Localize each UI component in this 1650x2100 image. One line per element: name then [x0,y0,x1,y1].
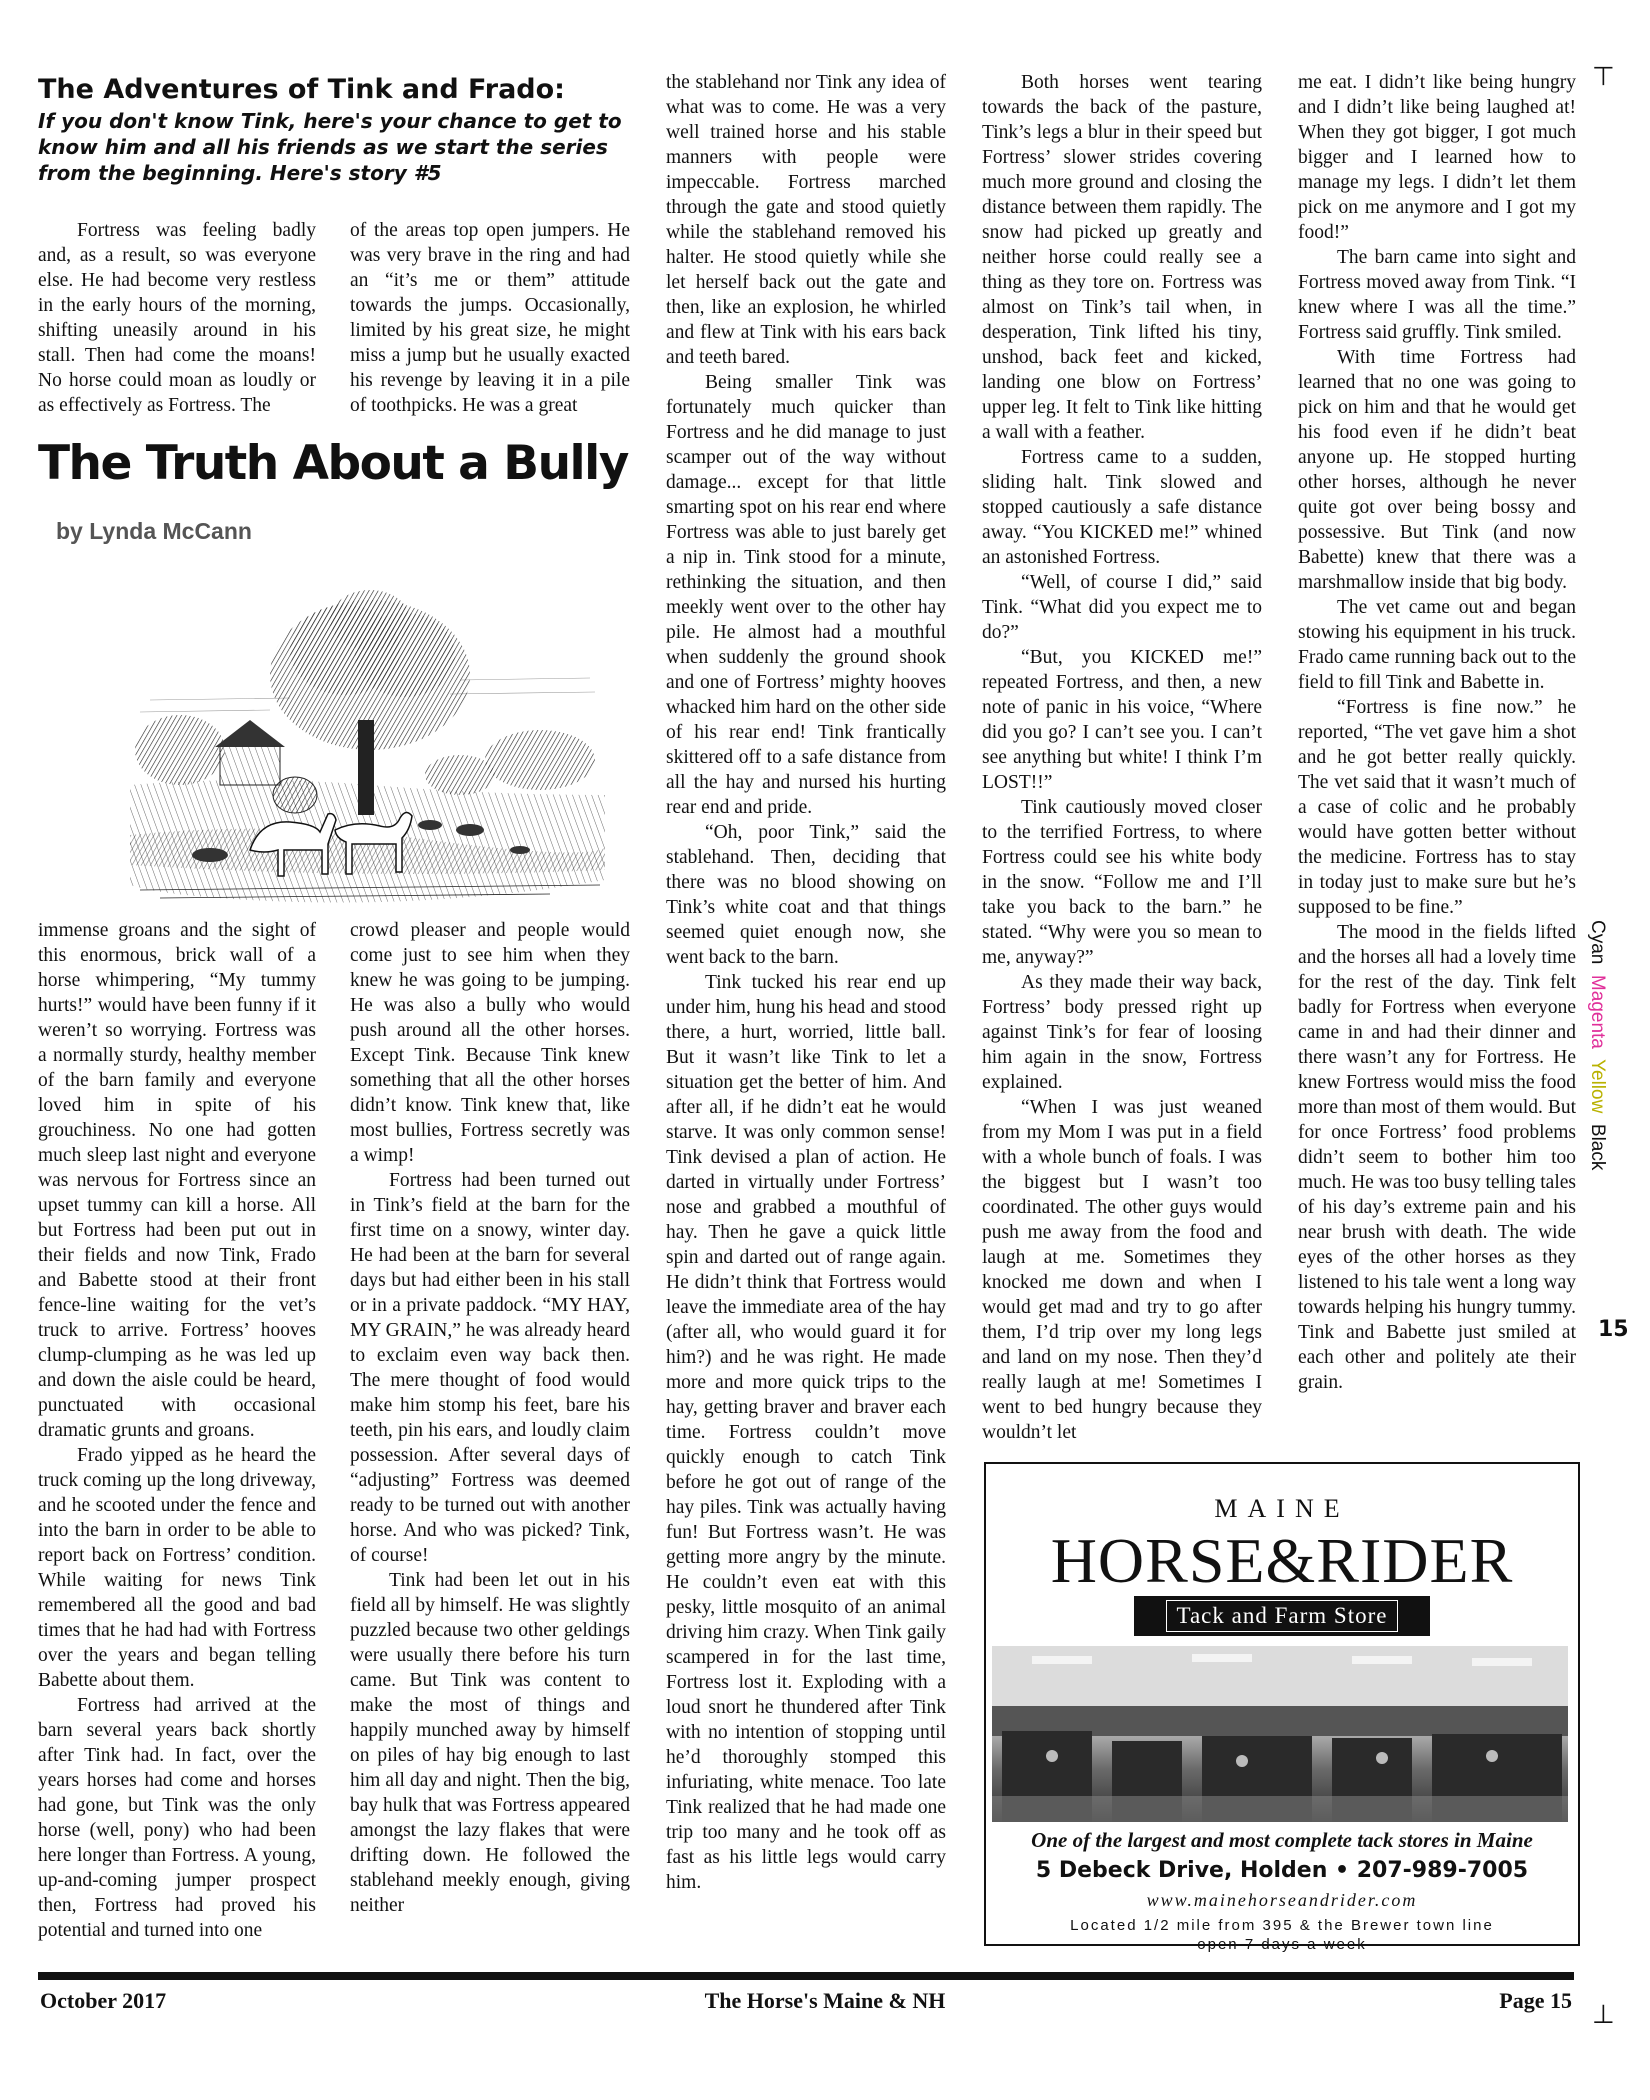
paragraph: Both horses went tearing towards the back of the pasture, Tink’s legs a blur in their speed but Fortress’ slower strides covering much more ground and closing the distance between them rapidly. The snow had picked up greatly and neither horse could really see a thing as they tore on. Fortress was almost on Tink’s tail when, in desperation, Tink lifted his tiny, unshod, back feet and kicked, landing one blow on Fortress’ upper leg. It felt to Tink like hitting a wall with a feather. [982,72,1262,443]
paragraph: The barn came into sight and Fortress moved away from Tink. “I knew where I was all the time.” Fortress said gruffly. Tink smiled. [1298,247,1576,343]
color-yellow: Yellow [1587,1059,1608,1114]
footer-publication: The Horse's Maine & NH [704,1988,946,2013]
crop-mark-top: ⊤ [1592,62,1615,92]
paragraph: “Fortress is fine now.” he reported, “The vet gave him a shot and he got better really quickly. The vet said that it wasn’t much of a case of colic and he probably would have gotten better without the medicine. Fortress has to stay in today just to make sure but he’s supposed to be fine.” [1298,697,1576,918]
column-3 [666,70,946,1955]
paragraph: of the areas top open jumpers. He was very brave in the ring and had an “it’s me or them” attitude towards the jumps. Occasionally, limited by his great size, he might miss a jump but he usually exacted his revenge by leaving it in a pile of toothpicks. He was a great [350,220,630,416]
paragraph: me eat. I didn’t like being hungry and I didn’t like being laughed at! When they got bigger, I got much bigger and I learned how to manage my legs. I didn’t let them pick on me anymore and I got my food!” [1298,72,1576,243]
paragraph: crowd pleaser and people would come just to see him when they knew he was going to be jumping. He was also a bully who would push around all the other horses. Except Tink. Because Tink knew something that all the other horses didn’t know. Tink knew that, like most bullies, Fortress secretly was a wimp! [350,920,630,1166]
series-title: The Adventures of Tink and Frado: [38,74,565,105]
ad-location-line-1: Located 1/2 mile from 395 & the Brewer town line [1070,1917,1494,1934]
ad-store-type: Tack and Farm Store [1166,1600,1399,1632]
paragraph: “But, you KICKED me!” repeated Fortress, and then, a new note of panic in his voice, “Where did you go? I can’t see you. I can’t see anything but white! I think I’m LOST!!” [982,647,1262,793]
ad-address-phone: 5 Debeck Drive, Holden • 207-989-7005 [1035,1858,1529,1883]
column-2-top [350,218,630,418]
column-1-top [38,218,316,418]
series-subtitle: If you don't know Tink, here's your chance to get to know him and all his friends as we start the series from the beginning. Here's story #5 [38,109,622,185]
paragraph: Tink cautiously moved closer to the terrified Fortress, to where Fortress could see his white body in the snow. “Follow me and I’ll take you back to the barn.” he stated. “Why were you so mean to me, anyway?” [982,797,1262,968]
ad-website[interactable]: www.mainehorseandrider.com [1146,1890,1418,1910]
color-magenta: Magenta [1587,974,1608,1049]
paragraph: Being smaller Tink was fortunately much quicker than Fortress and he did manage to just scamper out of the way without damage... except for that little smarting spot on his rear end where Fortress was able to just barely get a nip in. Tink stood for a minute, rethinking the situation, and then meekly went over to the other hay pile. He almost had a mouthful when suddenly the ground shook and one of Fortress’ mighty hooves whacked him hard on the other side of his rear end! Tink frantically skittered off to a safe distance from all the hay and nursed his hurting rear end and pride. [666,372,946,818]
ad-store-name: HORSE&RIDER [1050,1525,1514,1596]
ad-location-line-2: open 7 days a week [1197,1936,1367,1953]
paragraph: The mood in the fields lifted and the horses all had a lovely time for the rest of the day. Tink felt badly for Fortress when everyone came in and had their dinner and there wasn’t any for Fortress. He knew Fortress would miss the food more than most of them would. But for once Fortress’ food problems didn’t seem to bother him too much. He was too busy telling tales of his day’s extreme pain and his near brush with death. The wide eyes of the other horses as they listened to his tale went a long way towards helping his hungry tummy. Tink and Babette just smiled at each other and politely ate their grain. [1298,922,1576,1393]
paragraph: Tink tucked his rear end up under him, hung his head and stood there, a hurt, worried, little ball. But it wasn’t like Tink to let a situation get the better of him. And after all, if he didn’t eat he would starve. It was only common sense! Tink devised a plan of action. He darted in virtually under Fortress’ nose and grabbed a mouthful of hay. Then he gave a quick little spin and darted out of range again. He didn’t think that Fortress would leave the immediate area of the hay (after all, who would guard it for him?) and he was right. He made more and more quick trips to the hay, getting braver and braver each time. Fortress couldn’t move quickly enough to catch Tink before he got out of range of the hay piles. Tink was actually having fun! But Fortress wasn’t. He was getting more angry by the minute. He couldn’t even eat with this pesky, little mosquito of an animal driving him crazy. When Tink gaily scampered in for the last time, Fortress lost it. Exploding with a loud snort he thundered after Tink with no intention of stopping until he’d thoroughly stomped this infuriating, white menace. Too late Tink realized that he had made one trip too many and he took off as fast as his little legs would carry him. [666,972,946,1893]
column-4 [982,70,1262,1442]
paragraph: the stablehand nor Tink any idea of what was to come. He was a very well trained horse and his stable manners with people were impeccable. Fortress marched through the gate and stood quietly while the stablehand removed his halter. He stood quietly while she let herself back out the gate and then, like an explosion, he whirled and flew at Tink with his ears back and teeth bared. [666,72,946,368]
paragraph: “When I was just weaned from my Mom I was put in a field with a whole bunch of foals. I was the biggest but I wasn’t too coordinated. The other guys would push me away from the food and laugh at me. Sometimes they knocked me down and when I would get mad and try to go after them, I’d trip over my long legs and land on my nose. Then they’d really laugh at me! Sometimes I went to bed hungry because they wouldn’t let [982,1097,1262,1442]
paragraph: Fortress had arrived at the barn several years back shortly after Tink had. In fact, over the years horses had come and horses had gone, but Tink was the only horse (well, pony) who had been here longer than Fortress. A young, up-and-coming jumper prospect then, Fortress had proved his potential and turned into one [38,1695,316,1941]
article-byline: by Lynda McCann [56,518,252,544]
paragraph: The vet came out and began stowing his equipment in his truck. Frado came running back out to the field to fill Tink and Babette in. [1298,597,1576,693]
footer-page: Page 15 [1499,1988,1572,2013]
paragraph: “Oh, poor Tink,” said the stablehand. Then, deciding that there was no blood showing on Tink’s white coat and that things seemed quiet enough now, she went back to the barn. [666,822,946,968]
ad-maine-word: MAINE [1214,1494,1350,1523]
color-registration-label [1586,920,1608,1170]
paragraph: As they made their way back, Fortress’ body pressed right up against Tink’s for fear of loosing him again in the snow, Fortress explained. [982,972,1262,1093]
paragraph: Fortress came to a sudden, sliding halt. Tink slowed and stopped cautiously a safe distance away. “You KICKED me!” whined an astonished Fortress. [982,447,1262,568]
paragraph: “Well, of course I did,” said Tink. “What did you expect me to do?” [982,572,1262,643]
paragraph: Fortress was feeling badly and, as a result, so was everyone else. He had become very restless in the early hours of the morning, shifting uneasily around in his stall. Then had come the moans! No horse could moan as loudly or as effectively as Fortress. The [38,220,316,416]
footer-date: October 2017 [40,1988,167,2013]
ad-store-type-banner [1134,1596,1430,1636]
color-black: Black [1587,1123,1608,1171]
paragraph: immense groans and the sight of this enormous, brick wall of a horse whimpering, “My tummy hurts!” would have been funny if it weren’t so worrying. Fortress was a normally sturdy, healthy member of the barn family and everyone loved him in spite of his grouchiness. No one had gotten much sleep last night and everyone was nervous for Fortress since an upset tummy can kill a horse. All but Fortress had been put out in their fields and now Tink, Frado and Babette stood at their front fence-line waiting for the vet’s truck to arrive. Fortress’ hooves clump-clumping as he was led up and down the aisle could be heard, punctuated with occasional dramatic grunts and groans. [38,920,316,1441]
margin-page-number: 15 [1598,1317,1629,1342]
engraving-illustration [130,580,605,910]
column-1-bottom [38,918,316,1953]
footer-rule [38,1972,1574,1980]
paragraph: Frado yipped as he heard the truck coming up the long driveway, and he scooted under the fence and into the barn in order to be able to report back on Fortress’ condition. While waiting for news Tink remembered all the good and bad times that he had had with Fortress over the years and began telling Babette about them. [38,1445,316,1691]
paragraph: Tink had been let out in his field all by himself. He was slightly puzzled because two other geldings were usually there before his turn came. But Tink was content to make the most of things and happily munched away by himself on piles of hay big enough to last him all day and night. Then the big, bay hulk that was Fortress appeared amongst the lazy flakes that were drifting down. He followed the stablehand meekly enough, giving neither [350,1570,630,1916]
ad-store-photo [992,1646,1568,1822]
article-headline: The Truth About a Bully [38,436,628,491]
column-2-bottom [350,918,630,1953]
advertisement-horse-and-rider [984,1462,1580,1953]
crop-mark-bottom: ⊥ [1592,2000,1615,2030]
ad-tagline: One of the largest and most complete tack stores in Maine [1031,1828,1533,1852]
column-5 [1298,70,1576,1442]
ad-location [986,1916,1578,1954]
paragraph: With time Fortress had learned that no one was going to pick on him and that he would get his food even if he didn’t beat anyone up. He stopped hurting other horses, although he never quite got over being bossy and possessive. But Tink (and now Babette) knew that there was a marshmallow inside that big body. [1298,347,1576,593]
color-cyan: Cyan [1587,920,1608,965]
paragraph: Fortress had been turned out in Tink’s field at the barn for the first time on a snowy, winter day. He had been at the barn for several days but had either been in his stall or in a private paddock. “MY HAY, MY GRAIN,” he was already heard to exclaim even way back then. The mere thought of food would make him stomp his feet, bare his teeth, pin his ears, and loudly claim possession. After several days of “adjusting” Fortress was deemed ready to be turned out with another horse. And who was picked? Tink, of course! [350,1170,630,1566]
